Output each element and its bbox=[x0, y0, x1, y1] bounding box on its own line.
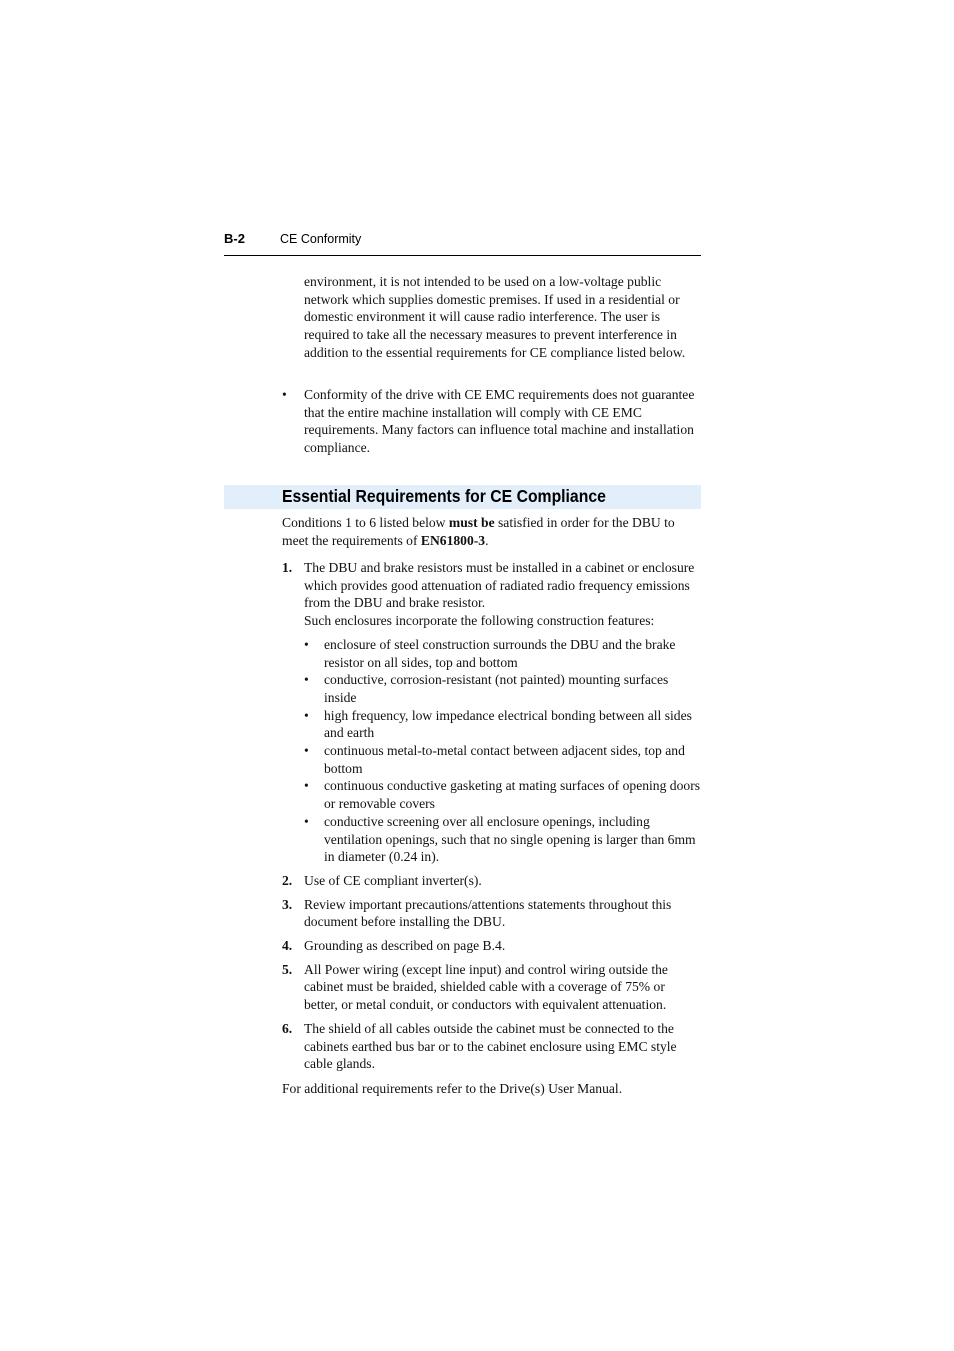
list-item: • enclosure of steel construction surrounds the DBU and the brake resistor on all sides, top and bottom bbox=[304, 636, 676, 670]
item-text: Use of CE compliant inverter(s). bbox=[304, 872, 482, 888]
requirement-item-3 bbox=[282, 896, 701, 931]
item-number: 1. bbox=[282, 560, 293, 575]
section-heading-bar bbox=[224, 485, 701, 509]
intro-text-2: satisfied in order for the DBU to meet the requirements of bbox=[282, 515, 675, 548]
intro-bold-2: EN61800-3 bbox=[420, 532, 486, 548]
item-number: 4. bbox=[282, 938, 293, 954]
page-number: B-2 bbox=[224, 231, 245, 246]
bullet-icon: • bbox=[304, 813, 309, 829]
continued-paragraph: environment, it is not intended to be used on a low-voltage public network which supplies domestic premises. If used in a residential or domestic environment it will cause radio interference. The user is required to take all the necessary measures to prevent interference in addition to the essential requirements for CE compliance listed below. bbox=[304, 274, 686, 360]
intro-bold-1: must be bbox=[448, 515, 495, 530]
list-item: • continuous conductive gasketing at mating surfaces of opening doors or removable covers bbox=[304, 778, 701, 812]
bullet-text: Conformity of the drive with CE EMC requirements does not guarantee that the entire machine installation will comply with CE EMC requirements. Many factors can influence total machine and installation compliance. bbox=[304, 387, 695, 456]
item-number: 5. bbox=[282, 961, 293, 977]
list-item: • conductive, corrosion-resistant (not painted) mounting surfaces inside bbox=[304, 672, 669, 705]
bullet-icon: • bbox=[304, 778, 309, 794]
bullet-item bbox=[282, 386, 701, 457]
item-text: All Power wiring (except line input) and control wiring outside the cabinet must be braided, shielded cable with a coverage of 75% or better, or metal conduit, or conductors with equivalent attenuation. bbox=[304, 961, 668, 1013]
requirement-item-6 bbox=[282, 1020, 701, 1073]
requirement-item-4 bbox=[282, 937, 701, 955]
item-number: 2. bbox=[282, 872, 293, 888]
closing-paragraph: For additional requirements refer to the Drive(s) User Manual. bbox=[282, 1081, 623, 1096]
item-text: Review important precautions/attentions statements throughout this document before installing the DBU. bbox=[304, 896, 672, 930]
requirement-item-2 bbox=[282, 872, 701, 890]
requirement-item-1 bbox=[282, 559, 701, 866]
page-header bbox=[224, 231, 701, 256]
bullet-icon: • bbox=[282, 387, 287, 402]
requirement-item-5 bbox=[282, 961, 701, 1014]
item-text: The DBU and brake resistors must be installed in a cabinet or enclosure which provides good attenuation of radiated radio frequency emissions from the DBU and brake resistor. bbox=[304, 560, 695, 611]
intro-text-3: . bbox=[485, 532, 489, 548]
item-text: Grounding as described on page B.4. bbox=[304, 938, 506, 954]
construction-features-list bbox=[304, 636, 701, 866]
intro-paragraph bbox=[282, 514, 701, 549]
intro-text-1: Conditions 1 to 6 listed below bbox=[282, 515, 449, 530]
item-number: 6. bbox=[282, 1020, 293, 1036]
list-item: • continuous metal-to-metal contact between adjacent sides, top and bottom bbox=[304, 743, 685, 776]
list-item: • high frequency, low impedance electrical bonding between all sides and earth bbox=[304, 707, 692, 741]
running-section-title: CE Conformity bbox=[280, 232, 362, 246]
item-text: The shield of all cables outside the cabinet must be connected to the cabinets earthed bus bar or to the cabinet enclosure using EMC style cable glands. bbox=[304, 1020, 677, 1072]
item-number: 3. bbox=[282, 896, 293, 912]
section-heading: Essential Requirements for CE Compliance bbox=[282, 486, 606, 506]
bullet-icon: • bbox=[304, 743, 309, 759]
bullet-icon: • bbox=[304, 636, 309, 652]
list-item: • conductive screening over all enclosure openings, including ventilation openings, such that no single opening is larger than 6mm in diameter (0.24 in). bbox=[304, 813, 696, 865]
item-text-continued: Such enclosures incorporate the following construction features: bbox=[304, 613, 655, 629]
requirements-list bbox=[282, 559, 701, 1079]
bullet-icon: • bbox=[304, 672, 309, 688]
bullet-icon: • bbox=[304, 707, 309, 723]
